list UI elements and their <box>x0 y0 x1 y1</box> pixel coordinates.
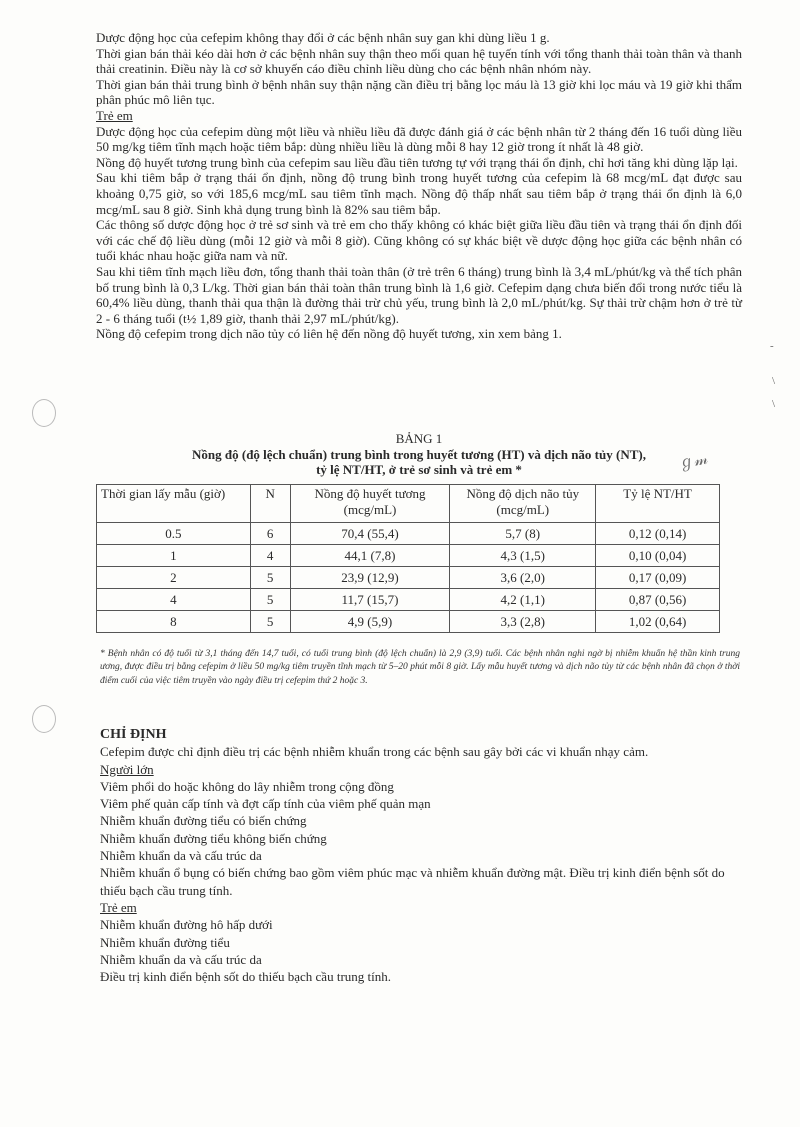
subheading-children: Trẻ em <box>96 107 133 123</box>
paragraph: Sau khi tiêm tĩnh mạch liều đơn, tổng thanh thải toàn thân (ở trẻ trên 6 tháng) trung bình là 3,4 mL/phút/kg và thể tích phân bố trung bình là 0,3 L/kg. Thời gian bán thải toàn thân trung bình là 1,6 giờ. Cefepim dạng chưa biến đổi trong nước tiểu là 60,4% liều dùng, thanh thải qua thận là đường thải trừ chủ yếu, trung bình là 2,0 mL/phút/kg. Sự thải trừ chậm hơn ở trẻ từ 2 - 6 tháng tuổi (t½ 1,89 giờ, thanh thải 2,97 mL/phút/kg). <box>96 263 742 326</box>
paragraph: Các thông số dược động học ở trẻ sơ sinh và trẻ em cho thấy không có khác biệt giữa liều đầu tiên và trạng thái ổn định đối với các chế độ liều dùng (mỗi 12 giờ và mỗi 8 giờ). Cũng không có sự khác biệt về dược động học giữa các bệnh nhân có tuổi khác nhau hoặc giữa nam và nữ. <box>96 217 742 264</box>
list-item: Nhiễm khuẩn da và cấu trúc da <box>100 951 262 967</box>
scan-mark: \ <box>772 375 776 387</box>
subheading-adults: Người lớn <box>100 761 154 777</box>
cell: 11,7 (15,7) <box>290 589 450 611</box>
paragraph: Sau khi tiêm bắp ở trạng thái ổn định, nồng độ trung bình trong huyết tương của cefepim là 68 mcg/mL đạt được sau khoảng 0,75 giờ, so với 185,6 mcg/mL sau tiêm tĩnh mạch. Nồng độ thấp nhất sau tiêm bắp ở trạng thái ổn định là 6,0 mcg/mL sau 8 giờ. Sinh khả dụng trung bình là 82% sau tiêm bắp. <box>96 170 742 217</box>
pharmacokinetics-text <box>96 30 742 342</box>
paragraph: Dược động học của cefepim dùng một liều và nhiều liều đã được đánh giá ở các bệnh nhân từ 2 tháng đến 16 tuổi dùng liều 50 mg/kg tiêm tĩnh mạch hoặc tiêm bắp: dùng nhiều liều là dùng mỗi 8 hay 12 giờ trong ít nhất là 48 giờ. <box>96 123 742 155</box>
table-row <box>97 545 720 567</box>
paragraph: Nồng độ cefepim trong dịch não tủy có liên hệ đến nồng độ huyết tương, xin xem bảng 1. <box>96 326 562 342</box>
cell: 0,10 (0,04) <box>596 545 720 567</box>
cell: 4,3 (1,5) <box>450 545 596 567</box>
handwritten-initials: ℊ𝓂 <box>676 448 710 473</box>
list-item: Viêm phổi do hoặc không do lây nhiễm trong cộng đồng <box>100 778 394 794</box>
cell: 1 <box>97 545 251 567</box>
cell: 1,02 (0,64) <box>596 611 720 633</box>
cell: 70,4 (55,4) <box>290 523 450 545</box>
table-title-line-2: tỷ lệ NT/HT, ở trẻ sơ sinh và trẻ em * <box>316 462 522 477</box>
cell: 5,7 (8) <box>450 523 596 545</box>
table-row <box>97 589 720 611</box>
section-heading: CHỈ ĐỊNH <box>100 727 167 742</box>
cell: 4,2 (1,1) <box>450 589 596 611</box>
header-sampling-time: Thời gian lấy mẫu (giờ) <box>97 485 251 523</box>
list-item: Viêm phế quản cấp tính và đợt cấp tính của viêm phế quản mạn <box>100 796 431 812</box>
cell: 3,6 (2,0) <box>450 567 596 589</box>
scan-mark: \ <box>772 398 776 410</box>
list-item: Nhiễm khuẩn đường hô hấp dưới <box>100 917 273 933</box>
table-row <box>97 611 720 633</box>
table-title-line-1: Nồng độ (độ lệch chuẩn) trung bình trong huyết tương (HT) và dịch não tủy (NT), <box>192 446 646 462</box>
cell: 0,87 (0,56) <box>596 589 720 611</box>
indications-intro: Cefepim được chỉ định điều trị các bệnh nhiễm khuẩn trong các bệnh sau gây bởi các vi khuẩn nhạy cảm. <box>100 744 649 760</box>
header-n: N <box>250 485 290 523</box>
cell: 5 <box>250 589 290 611</box>
header-plasma-concentration: Nồng độ huyết tương (mcg/mL) <box>290 485 450 523</box>
header-ratio: Tỷ lệ NT/HT <box>596 485 720 523</box>
indications-section <box>100 726 746 985</box>
list-item: Nhiễm khuẩn ổ bụng có biến chứng bao gồm viêm phúc mạc và nhiễm khuẩn đường mật. Điều trị kinh điển bệnh sốt do thiếu bạch cầu trung tính. <box>100 865 725 898</box>
concentration-table <box>96 484 720 633</box>
cell: 5 <box>250 611 290 633</box>
table-label: BẢNG 1 <box>395 431 443 446</box>
punch-hole <box>32 399 56 427</box>
punch-hole <box>32 705 56 733</box>
table-row <box>97 523 720 545</box>
scan-mark: - <box>770 340 774 352</box>
cell: 0.5 <box>97 523 251 545</box>
paragraph: Dược động học của cefepim không thay đổi ở các bệnh nhân suy gan khi dùng liều 1 g. <box>96 30 550 45</box>
table-row <box>97 567 720 589</box>
list-item: Nhiễm khuẩn da và cấu trúc da <box>100 848 262 864</box>
cell: 4 <box>250 545 290 567</box>
cell: 2 <box>97 567 251 589</box>
paragraph: Thời gian bán thải trung bình ở bệnh nhân suy thận nặng cần điều trị bằng lọc máu là 13 giờ khi lọc máu và 19 giờ khi thẩm phân phúc mô liên tục. <box>96 76 742 108</box>
cell: 4,9 (5,9) <box>290 611 450 633</box>
list-item: Nhiễm khuẩn đường tiểu <box>100 934 230 950</box>
header-csf-concentration: Nồng độ dịch não tủy (mcg/mL) <box>450 485 596 523</box>
cell: 4 <box>97 589 251 611</box>
table-caption <box>96 431 742 478</box>
cell: 44,1 (7,8) <box>290 545 450 567</box>
cell: 3,3 (2,8) <box>450 611 596 633</box>
cell: 6 <box>250 523 290 545</box>
table-footnote: * Bệnh nhân có độ tuổi từ 3,1 tháng đến 14,7 tuổi, có tuổi trung bình (độ lệch chuẩn) là 2,9 (3,9) tuổi. Các bệnh nhân nghi ngờ bị nhiễm khuẩn hệ thần kinh trung ương, được điều trị bằng cefepim ở liều 50 mg/kg tiêm truyền tĩnh mạch từ 5–20 phút mỗi 8 giờ. Lấy mẫu huyết tương và dịch não tủy từ các bệnh nhân đã chọn ở thời điểm cuối của việc tiêm truyền vào ngày điều trị cefepim thứ 2 hoặc 3. <box>100 649 740 686</box>
subheading-children: Trẻ em <box>100 899 137 915</box>
table-header-row <box>97 485 720 523</box>
cell: 23,9 (12,9) <box>290 567 450 589</box>
list-item: Điều trị kinh điển bệnh sốt do thiếu bạch cầu trung tính. <box>100 969 391 985</box>
cell: 5 <box>250 567 290 589</box>
cell: 0,17 (0,09) <box>596 567 720 589</box>
paragraph: Nồng độ huyết tương trung bình của cefepim sau liều đầu tiên tương tự với trạng thái ổn định, chỉ hơi tăng khi dùng lặp lại. <box>96 154 738 170</box>
paragraph: Thời gian bán thải kéo dài hơn ở các bệnh nhân suy thận theo mối quan hệ tuyến tính với tổng thanh thải toàn thân và thanh thải creatinin. Điều này là cơ sở khuyến cáo điều chỉnh liều dùng cho các bệnh nhân nhóm này. <box>96 45 742 77</box>
cell: 0,12 (0,14) <box>596 523 720 545</box>
list-item: Nhiễm khuẩn đường tiểu không biến chứng <box>100 830 327 846</box>
list-item: Nhiễm khuẩn đường tiểu có biến chứng <box>100 813 307 829</box>
cell: 8 <box>97 611 251 633</box>
